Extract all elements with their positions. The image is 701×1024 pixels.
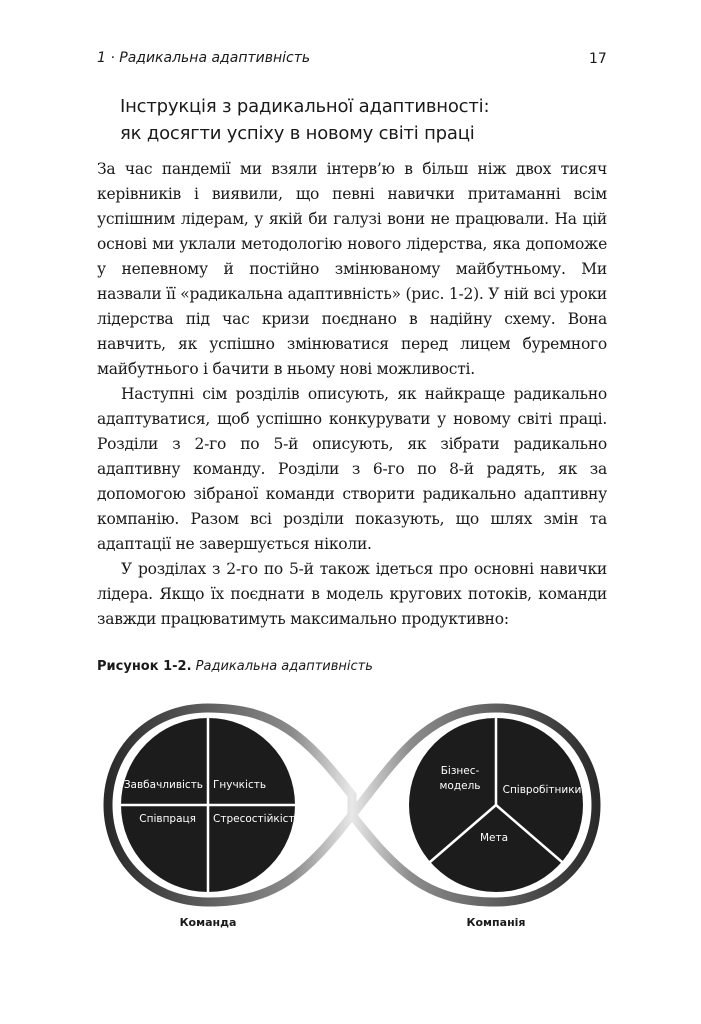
paragraph-1: За час пандемії ми взяли інтерв’ю в більш ніж двох тисяч керівників і виявили, що певні навички притаманні всім успішним лідерам, у якій би галузі вони не працювали. На цій основі ми уклали методологію нового лідерства, яка допоможе у непевному й постійно змінюваному майбутньому. Ми назвали її «радикальна адаптивність» (рис. 1-2). У ній всі уроки лідерства під час кризи поєднано в надійну схему. Вона навчить, як успішно змінюватися перед лицем буремного майбутнього і бачити в ньому нові можливості. xyxy=(97,160,607,378)
paragraph-2: Наступні сім розділів описують, як найкраще радикально адаптуватися, щоб успішно конкурувати у новому світі праці. Розділи з 2-го по 5-й описують, як зібрати радикально адаптивну команду. Розділи з 6-го по 8-й радять, як за допомогою зібраної команди створити радикально адаптивну компанію. Разом всі розділи показують, що шлях змін та адаптації не завершується ніколи. xyxy=(97,385,607,553)
running-head: 1 · Радикальна адаптивність xyxy=(97,50,311,66)
company-disc xyxy=(409,718,583,892)
section-title-line-1: Інструкція з радикальної адаптивності: xyxy=(120,96,490,117)
team-quadrant-collaboration: Співпраця xyxy=(139,813,196,825)
section-title xyxy=(120,93,560,147)
team-quadrant-flexibility: Гнучкість xyxy=(213,779,267,791)
figure-label: Рисунок 1-2. xyxy=(97,659,192,674)
figure-title: Радикальна адаптивність xyxy=(195,659,373,674)
radical-adaptability-figure xyxy=(90,690,620,940)
team-quadrant-foresight: Завбачливість xyxy=(123,779,203,791)
team-quadrant-resilience: Стресостійкість xyxy=(213,813,301,825)
company-sector-employees: Співробітники xyxy=(502,784,582,796)
company-sector-purpose: Мета xyxy=(479,832,509,844)
page-number: 17 xyxy=(589,51,607,67)
team-caption: Команда xyxy=(179,916,237,929)
company-sector-business-model-line1: Бізнес- xyxy=(440,765,480,777)
team-disc xyxy=(121,718,301,892)
company-sector-business-model-line2: модель xyxy=(439,780,481,792)
company-caption: Компанія xyxy=(466,916,526,929)
paragraph-3: У розділах з 2-го по 5-й також ідеться про основні навички лідера. Якщо їх поєднати в модель кругових потоків, команди завжди працюватимуть максимально продуктивно: xyxy=(97,560,607,628)
section-title-line-2: як досягти успіху в новому світі праці xyxy=(120,123,475,144)
figure-caption xyxy=(97,659,373,674)
body-text xyxy=(97,157,607,632)
infinity-diagram xyxy=(90,690,620,940)
